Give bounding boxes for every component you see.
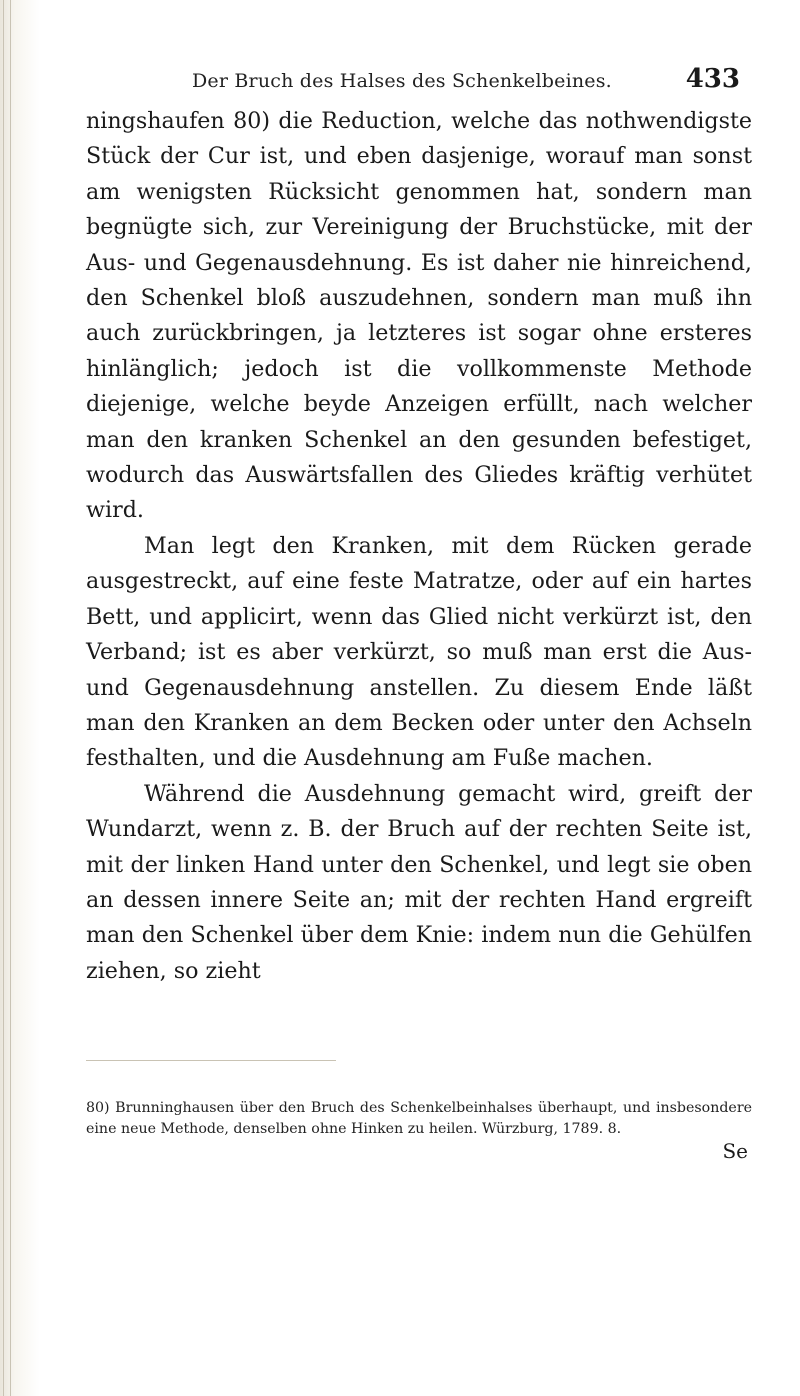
footnote: 80) Brunninghausen über den Bruch des Schenkelbeinhalses überhaupt, und insbesondere eine neue Methode, denselben ohne Hinken zu heilen. Würzburg, 1789. 8. [86,1100,752,1137]
paragraph-1: ningshaufen 80) die Reduction, welche das nothwendigste Stück der Cur ist, und eben dasjenige, worauf man sonst am wenigsten Rücksicht genommen hat, sondern man begnügte sich, zur Vereinigung der Bruchstücke, mit der Aus- und Gegenausdehnung. Es ist daher nie hinreichend, den Schenkel bloß auszudehnen, sondern man muß ihn auch zurückbringen, ja letzteres ist sogar ohne ersteres hinlänglich; jedoch ist die vollkommenste Methode diejenige, welche beyde Anzeigen erfüllt, nach welcher man den kranken Schenkel an den gesunden befestiget, wodurch das Auswärtsfallen des Gliedes kräftig verhütet wird. [86,108,752,524]
running-head: Der Bruch des Halses des Schenkelbeines. [192,70,612,92]
paragraph-2: Man legt den Kranken, mit dem Rücken gerade ausgestreckt, auf eine feste Matratze, oder auf ein hartes Bett, und applicirt, wenn das Glied nicht verkürzt ist, den Verband; ist es aber verkürzt, so muß man erst die Aus- und Gegenausdehnung anstellen. Zu diesem Ende läßt man den Kranken an dem Becken oder unter den Achseln festhalten, und die Ausdehnung am Fuße machen. [86,532,752,772]
page-edge-line [3,0,4,1396]
page-header [90,62,740,102]
main-text [86,104,752,989]
catchword: Se [722,1139,748,1163]
page-number: 433 [685,64,740,94]
page-edge-line [10,0,11,1396]
footnote-divider [86,1060,336,1061]
paragraph-3: Während die Ausdehnung gemacht wird, greift der Wundarzt, wenn z. B. der Bruch auf der rechten Seite ist, mit der linken Hand unter den Schenkel, und legt sie oben an dessen innere Seite an; mit der rechten Hand ergreift man den Schenkel über dem Knie: indem nun die Gehülfen ziehen, so zieht [86,780,752,984]
